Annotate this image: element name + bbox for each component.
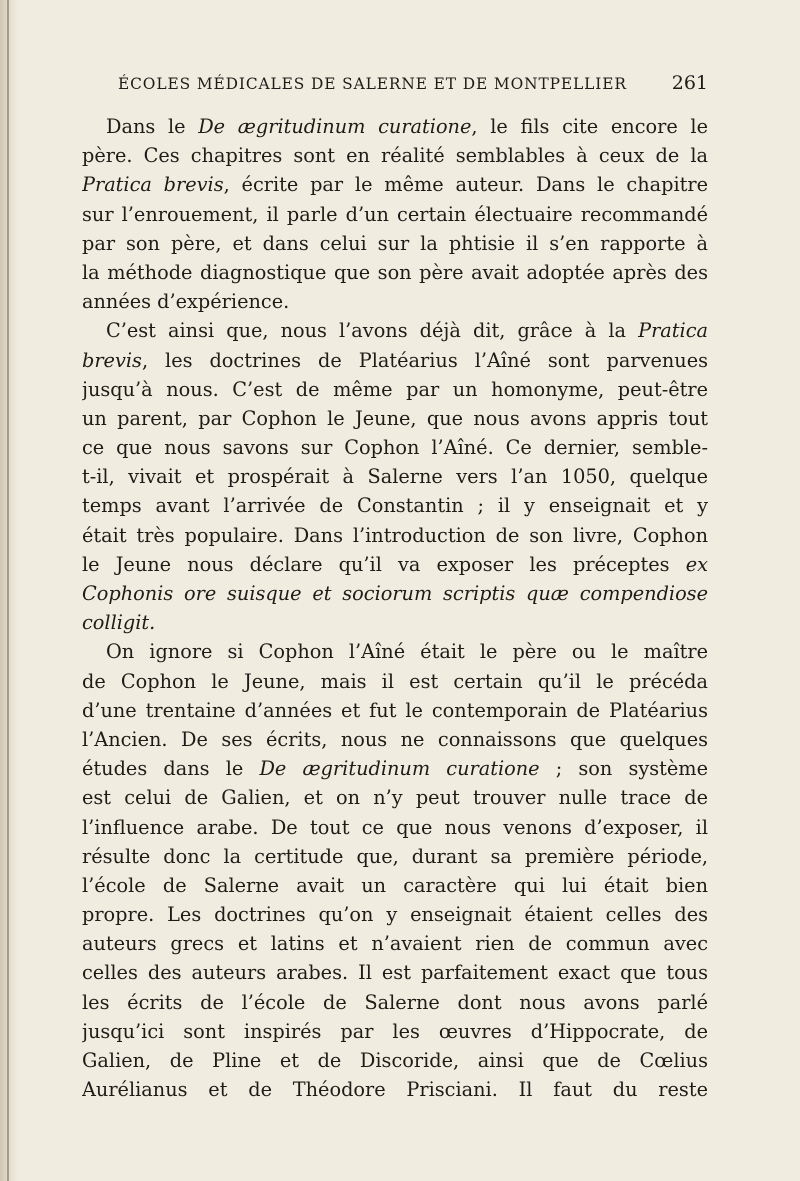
text-segment: le Jeune nous déclare qu’il va exposer les préceptes (82, 552, 686, 576)
text-segment: résulte donc la certitude que, durant sa première période, (82, 844, 708, 868)
text-segment: années d’expérience. (82, 290, 290, 314)
text-segment: père. Ces chapitres sont en réalité semblables à ceux de la (82, 144, 708, 168)
italic-text: De ægritudinum curatione (259, 757, 540, 781)
italic-text: ex (685, 552, 708, 576)
text-segment: l’influence arabe. De tout ce que nous venons d’exposer, il (82, 815, 708, 839)
text-line (82, 316, 708, 345)
text-line (82, 404, 708, 433)
text-segment: celles des auteurs arabes. Il est parfaitement exact que tous (82, 961, 708, 985)
text-segment: était très populaire. Dans l’introduction de son livre, Cophon (82, 523, 708, 547)
text-segment: jusqu’ici sont inspirés par les œuvres d’Hippocrate, de (82, 1019, 708, 1043)
text-line (82, 287, 708, 316)
text-line (82, 988, 708, 1017)
text-line (82, 375, 708, 404)
text-segment: temps avant l’arrivée de Constantin ; il y enseignait et y (82, 494, 708, 518)
text-segment: ce que nous savons sur Cophon l’Aîné. Ce dernier, semble- (82, 436, 708, 460)
running-head: ÉCOLES MÉDICALES DE SALERNE ET DE MONTPELLIER (118, 75, 627, 93)
text-segment: t-il, vivait et prospérait à Salerne vers l’an 1050, quelque (82, 465, 708, 489)
text-line (82, 491, 708, 520)
text-segment: d’une trentaine d’années et fut le contemporain de Platéarius (82, 698, 708, 722)
text-segment: la méthode diagnostique que son père avait adoptée après des (82, 260, 708, 284)
gutter-edge-line (7, 0, 9, 1181)
text-line (82, 550, 708, 579)
text-line (82, 112, 708, 141)
text-line (82, 637, 708, 666)
italic-text: Pratica (638, 319, 708, 343)
text-segment: , écrite par le même auteur. Dans le chapitre (223, 173, 708, 197)
text-line (82, 579, 708, 608)
text-line (82, 929, 708, 958)
text-line (82, 842, 708, 871)
text-segment: sur l’enrouement, il parle d’un certain électuaire recommandé (82, 202, 708, 226)
text-line (82, 667, 708, 696)
text-line (82, 696, 708, 725)
italic-text: De ægritudinum curatione (198, 115, 472, 138)
text-segment: Aurélianus et de Théodore Prisciani. Il faut du reste (82, 1078, 708, 1102)
binding-gutter (0, 0, 18, 1181)
text-line (82, 725, 708, 754)
page-number: 261 (671, 72, 708, 94)
text-segment: l’école de Salerne avait un caractère qui lui était bien (82, 873, 708, 897)
text-segment: Galien, de Pline et de Discoride, ainsi que de Cœlius (82, 1049, 708, 1072)
book-page (82, 0, 708, 1181)
body-text (82, 112, 708, 1104)
text-line (82, 754, 708, 783)
text-segment: l’Ancien. De ses écrits, nous ne connaissons que quelques (82, 727, 708, 751)
text-line (82, 813, 708, 842)
text-segment: propre. Les doctrines qu’on y enseignait étaient celles des (82, 903, 708, 927)
text-segment: , le fils cite encore le (471, 115, 708, 138)
text-line (82, 958, 708, 987)
text-segment: , les doctrines de Platéarius l’Aîné sont parvenues (141, 348, 708, 372)
italic-text: colligit. (82, 611, 156, 635)
italic-text: Pratica brevis (82, 173, 224, 197)
text-segment: un parent, par Cophon le Jeune, que nous avons appris tout (82, 406, 708, 430)
text-segment: est celui de Galien, et on n’y peut trouver nulle trace de (82, 786, 708, 810)
text-line (82, 462, 708, 491)
text-line (82, 871, 708, 900)
text-segment: jusqu’à nous. C’est de même par un homonyme, peut-être (82, 377, 708, 401)
text-line (82, 1046, 708, 1075)
text-line (82, 900, 708, 929)
text-segment: études dans le (82, 757, 260, 781)
italic-text: Cophonis ore suisque et sociorum scriptis quæ compendiose (82, 582, 708, 605)
text-line (82, 1017, 708, 1046)
text-line (82, 258, 708, 287)
text-segment: ; son système (539, 757, 708, 781)
italic-text: brevis (82, 348, 142, 372)
page-header (118, 72, 708, 94)
text-segment: Dans le (106, 115, 199, 138)
text-line (82, 346, 708, 375)
text-line (82, 1075, 708, 1104)
text-line (82, 521, 708, 550)
text-line (82, 200, 708, 229)
text-line (82, 229, 708, 258)
text-segment: de Cophon le Jeune, mais il est certain qu’il le précéda (82, 669, 708, 693)
text-segment: On ignore si Cophon l’Aîné était le père ou le maître (106, 640, 708, 664)
text-line (82, 783, 708, 812)
text-segment: C’est ainsi que, nous l’avons déjà dit, grâce à la (106, 319, 639, 343)
text-line (82, 433, 708, 462)
text-line (82, 608, 708, 637)
text-line (82, 170, 708, 199)
text-segment: auteurs grecs et latins et n’avaient rien de commun avec (82, 932, 708, 956)
text-line (82, 141, 708, 170)
text-segment: les écrits de l’école de Salerne dont nous avons parlé (82, 990, 708, 1014)
text-segment: par son père, et dans celui sur la phtisie il s’en rapporte à (82, 231, 708, 255)
